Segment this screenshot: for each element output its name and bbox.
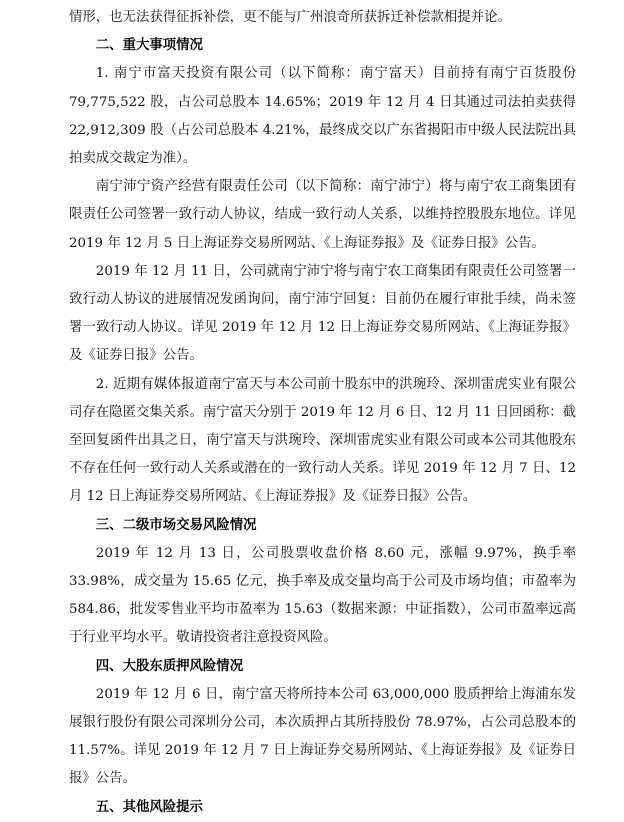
section-heading-market-risk: 三、二级市场交易风险情况 (95, 517, 257, 533)
document-page (69, 4, 576, 822)
section-heading-pledge-risk: 四、大股东质押风险情况 (95, 658, 244, 674)
paragraph-agreement-progress: 2019 年 12 月 11 日，公司就南宁沛宁将与南宁农工商集团有限责任公司签署一致行动人协议的进展情况发函询问，南宁沛宁回复：目前仍在履行审批手续，尚未签署一致行动人协议。详见 2019 年 12 月 12 日上海证券交易所网站、《上海证券报》及《证券日报》公告。 (69, 263, 576, 364)
paragraph-concerted-action-agreement: 南宁沛宁资产经营有限责任公司（以下简称：南宁沛宁）将与南宁农工商集团有限责任公司签署一致行动人协议，结成一致行动人关系，以维持控股股东地位。详见 2019 年 12 月 5 日上海证券交易所网站、《上海证券报》及《证券日报》公告。 (69, 179, 576, 251)
paragraph-media-report-reply: 2. 近期有媒体报道南宁富天与本公司前十股东中的洪琬玲、深圳雷虎实业有限公司存在隐匿交集关系。南宁富天分别于 2019 年 12 月 6 日、12 月 11 日回函称：截至回复函件出具之日，南宁富天与洪琬玲、深圳雷虎实业有限公司或本公司其他股东不存在任何一致行动人关系或潜在的一致行动人关系。详见 2019 年 12 月 7 日、12 月 12 日上海证券交易所网站、《上海证券报》及《证券日报》公告。 (69, 376, 576, 505)
section-heading-major-events: 二、重大事项情况 (95, 38, 203, 54)
paragraph-nanning-futian-holdings: 1. 南宁市富天投资有限公司（以下简称：南宁富天）目前持有南宁百货股份 79,775,522 股，占公司总股本 14.65%；2019 年 12 月 4 日其通过司法拍卖获得 22,912,309 股（占公司总股本 4.21%，最终成交以广东省揭阳市中级人民法院出具拍卖成交裁定为准）。 (69, 66, 576, 167)
paragraph-trading-data: 2019 年 12 月 13 日，公司股票收盘价格 8.60 元，涨幅 9.97%，换手率 33.98%，成交量为 15.65 亿元，换手率及成交量均高于公司及市场均值；市盈率为 584.86，批发零售业平均市盈率为 15.63（数据来源：中证指数），公司市盈率远高于行业平均水平。敬请投资者注意投资风险。 (69, 545, 576, 646)
paragraph-share-pledge: 2019 年 12 月 6 日，南宁富天将所持本公司 63,000,000 股质押给上海浦东发展银行股份有限公司深圳分公司，本次质押占其所持股份 78.97%，占公司总股本的 11.57%。详见 2019 年 12 月 7 日上海证券交易所网站、《上海证券报》及《证券日报》公告。 (69, 686, 576, 787)
section-heading-other-risks: 五、其他风险提示 (95, 799, 203, 815)
paragraph-continuation: 情形，也无法获得征拆补偿，更不能与广州浪奇所获拆迁补偿款相提并论。 (69, 10, 511, 25)
